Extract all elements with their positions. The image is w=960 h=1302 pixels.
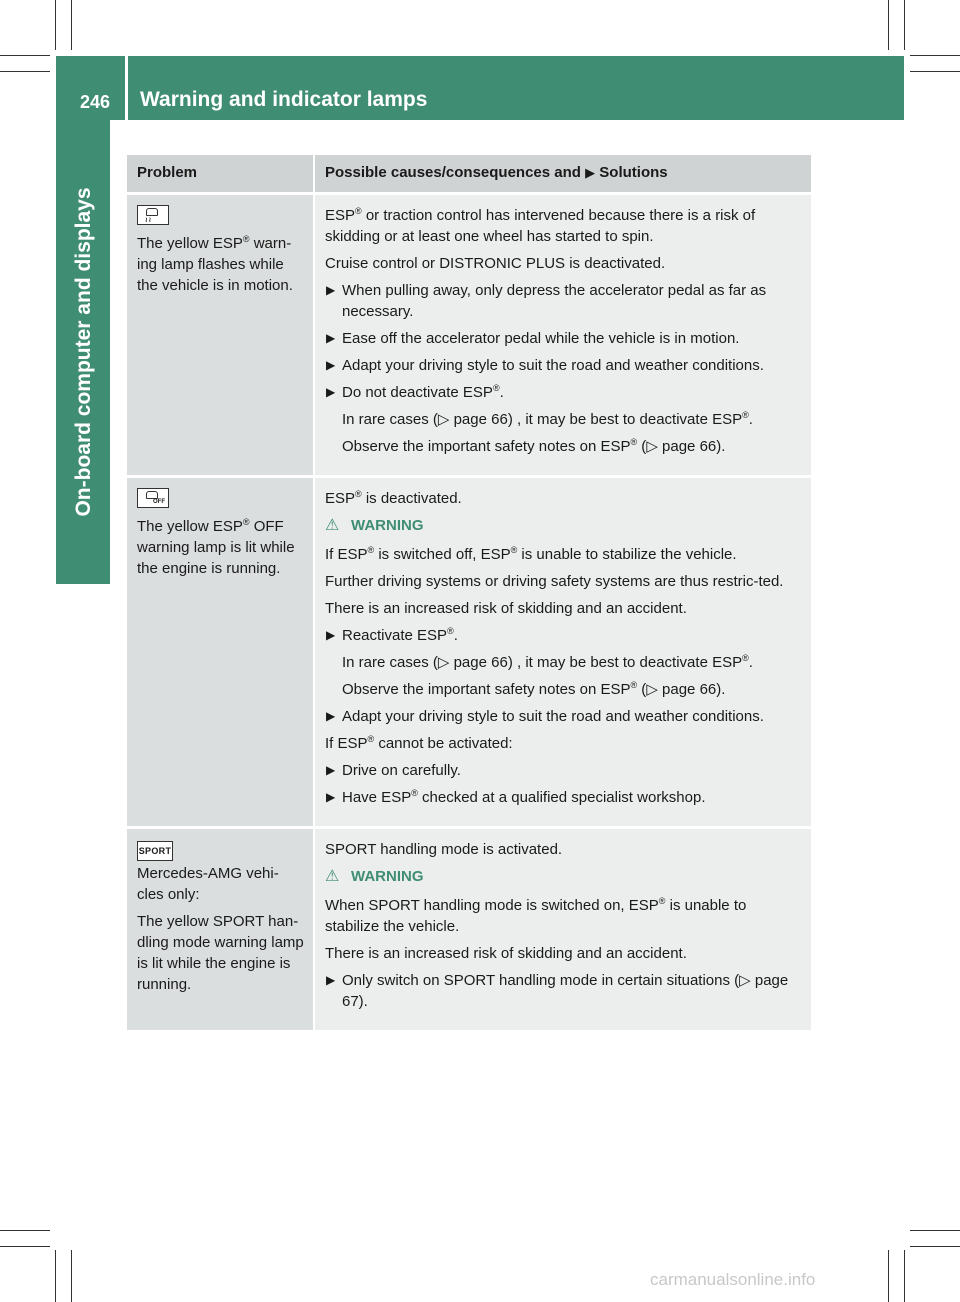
registered-mark: ® [510,545,518,555]
paragraph: Cruise control or DISTRONIC PLUS is deactivated. [325,255,666,272]
text: cannot be activated: [374,735,513,752]
arrow-icon: ▶ [326,385,336,399]
registered-mark: ® [742,653,749,663]
indented-text [325,409,803,430]
warning-label [325,515,803,536]
bullet-text: Do not deactivate ESP [342,384,493,401]
text: ESP [325,490,356,507]
table-row [127,194,811,477]
text: In rare cases ( [342,654,438,671]
paragraph [325,488,803,509]
crop-mark [55,0,56,50]
paragraph: Further driving systems or driving safety systems are thus restric-ted. [325,573,784,590]
xref-icon: ▷ [739,972,751,989]
crop-mark [910,1230,960,1231]
solution-cell [314,477,811,828]
crop-mark [904,1250,905,1302]
bullet-text: Ease off the accelerator pedal while the vehicle is in motion. [342,330,740,347]
problem-text: Mercedes-AMG vehi-cles only: [137,865,279,903]
page-number: 246 [80,92,111,112]
car-shape [146,208,158,216]
indented-text [325,679,803,700]
registered-mark: ® [367,734,375,744]
text: . [748,654,753,671]
skid-marks: ≀≀ [145,217,153,224]
table-header-row [127,155,811,194]
bullet-text: Reactivate ESP [342,627,448,644]
warning-text: WARNING [351,868,424,885]
solution-cell [314,194,811,477]
text: ESP [325,207,356,224]
paragraph [325,895,803,937]
bullet-item [325,280,803,322]
table-row [127,828,811,1031]
bullet-item [325,760,803,781]
bullet-text: . [499,384,504,401]
bullet-item [325,787,803,808]
arrow-icon: ▶ [326,763,336,777]
crop-mark [55,1250,56,1302]
crop-mark [904,0,905,50]
page-link[interactable]: page 67). [342,972,789,1010]
warning-triangle-icon: ⚠ [325,868,340,885]
text: is unable to stabilize the vehicle. [517,546,737,563]
paragraph: SPORT handling mode is activated. [325,841,563,858]
page-link[interactable]: page 66) , it may be best to deactivate ESP [453,654,743,671]
arrow-icon: ▶ [326,331,336,345]
problem-text [137,233,305,296]
text: ( [637,681,647,698]
registered-mark: ® [242,517,250,527]
problem-text-post: warn-ing lamp flashes while the vehicle is in motion. [137,235,293,294]
bullet-item [325,382,803,403]
text: is unable to stabilize the vehicle. [325,897,747,935]
text: is deactivated. [361,490,462,507]
bullet-text: Have ESP [342,789,412,806]
bullet-text: Only switch on SPORT handling mode in certain situations ( [342,972,740,989]
registered-mark: ® [630,437,638,447]
arrow-icon: ▶ [326,628,336,642]
esp-skid-icon [137,205,169,225]
warning-triangle-icon: ⚠ [325,517,340,534]
crop-mark [910,1246,960,1247]
crop-mark [910,55,960,56]
problem-text-pre: The yellow ESP [137,518,243,535]
side-tab-label: On-board computer and displays [72,187,95,517]
text: . [748,411,753,428]
arrow-icon: ▶ [326,973,336,987]
registered-mark: ® [658,896,666,906]
bullet-text: Drive on carefully. [342,762,461,779]
paragraph [325,733,803,754]
bullet-text: checked at a qualified specialist workshop. [417,789,706,806]
crop-mark [0,1230,50,1231]
bullet-item [325,970,803,1012]
text: If ESP [325,735,368,752]
sport-icon: SPORT [137,841,173,861]
text: If ESP [325,546,368,563]
registered-mark: ® [742,410,749,420]
bullet-text: Adapt your driving style to suit the road and weather conditions. [342,357,764,374]
page-link[interactable]: page 66). [662,681,726,698]
xref-icon: ▷ [437,411,450,428]
problem-text-post: OFF warning lamp is lit while the engine is running. [137,518,295,577]
crop-mark [910,71,960,72]
bullet-item [325,706,803,727]
bullet-item [325,328,803,349]
text: ( [637,438,647,455]
header-solutions [314,155,811,194]
bullet-text: When pulling away, only depress the accelerator pedal as far as necessary. [342,282,767,320]
header-solutions-text: Possible causes/consequences and [325,164,581,181]
page-link[interactable]: page 66). [662,438,726,455]
paragraph [325,544,803,565]
arrow-icon: ▶ [326,358,336,372]
registered-mark: ® [242,234,250,244]
xref-icon: ▷ [646,438,658,455]
warning-lamps-table [127,155,811,1030]
registered-mark: ® [355,489,362,499]
bullet-item [325,355,803,376]
problem-text: The yellow SPORT han-dling mode warning lamp is lit while the engine is running. [137,913,304,993]
bullet-text: . [453,627,458,644]
indented-text [325,436,803,457]
bullet-item [325,625,803,646]
crop-mark [0,55,50,56]
bullet-text: Adapt your driving style to suit the road and weather conditions. [342,708,764,725]
paragraph [325,205,803,247]
esp-off-icon [137,488,169,508]
header-solutions-post: Solutions [599,164,668,181]
problem-cell [127,477,314,828]
arrow-icon: ▶ [326,709,336,723]
footer-watermark: carmanualsonline.info [650,1270,816,1289]
problem-cell [127,194,314,477]
registered-mark: ® [447,626,454,636]
warning-label [325,866,803,887]
crop-mark [71,0,72,50]
problem-text-pre: The yellow ESP [137,235,243,252]
indented-text [325,652,803,673]
registered-mark: ® [630,680,638,690]
text: is switched off, ESP [374,546,511,563]
text: Observe the important safety notes on ESP [342,681,631,698]
arrow-icon: ▶ [326,283,336,297]
text: In rare cases ( [342,411,438,428]
header-divider [125,56,128,120]
xref-icon: ▷ [646,681,658,698]
off-label: OFF [153,499,165,505]
problem-text [137,516,305,579]
arrow-icon: ▶ [585,165,596,180]
crop-mark [888,1250,889,1302]
registered-mark: ® [411,788,418,798]
registered-mark: ® [492,383,500,393]
crop-mark [71,1250,72,1302]
crop-mark [0,1246,50,1247]
paragraph: There is an increased risk of skidding and an accident. [325,600,687,617]
car-shape [146,491,158,499]
paragraph: There is an increased risk of skidding and an accident. [325,945,687,962]
solution-cell [314,828,811,1031]
page-title: Warning and indicator lamps [140,88,428,111]
arrow-icon: ▶ [326,790,336,804]
crop-mark [0,71,50,72]
problem-cell [127,828,314,1031]
warning-text: WARNING [351,517,424,534]
registered-mark: ® [355,206,362,216]
registered-mark: ® [367,545,375,555]
crop-mark [888,0,889,50]
table-row [127,477,811,828]
header-problem: Problem [127,155,314,194]
xref-icon: ▷ [437,654,450,671]
page-link[interactable]: page 66) , it may be best to deactivate ESP [453,411,743,428]
text: Observe the important safety notes on ESP [342,438,631,455]
text: When SPORT handling mode is switched on, ESP [325,897,659,914]
text: or traction control has intervened because there is a risk of skidding or at least one wheel has started to spin. [325,207,756,245]
